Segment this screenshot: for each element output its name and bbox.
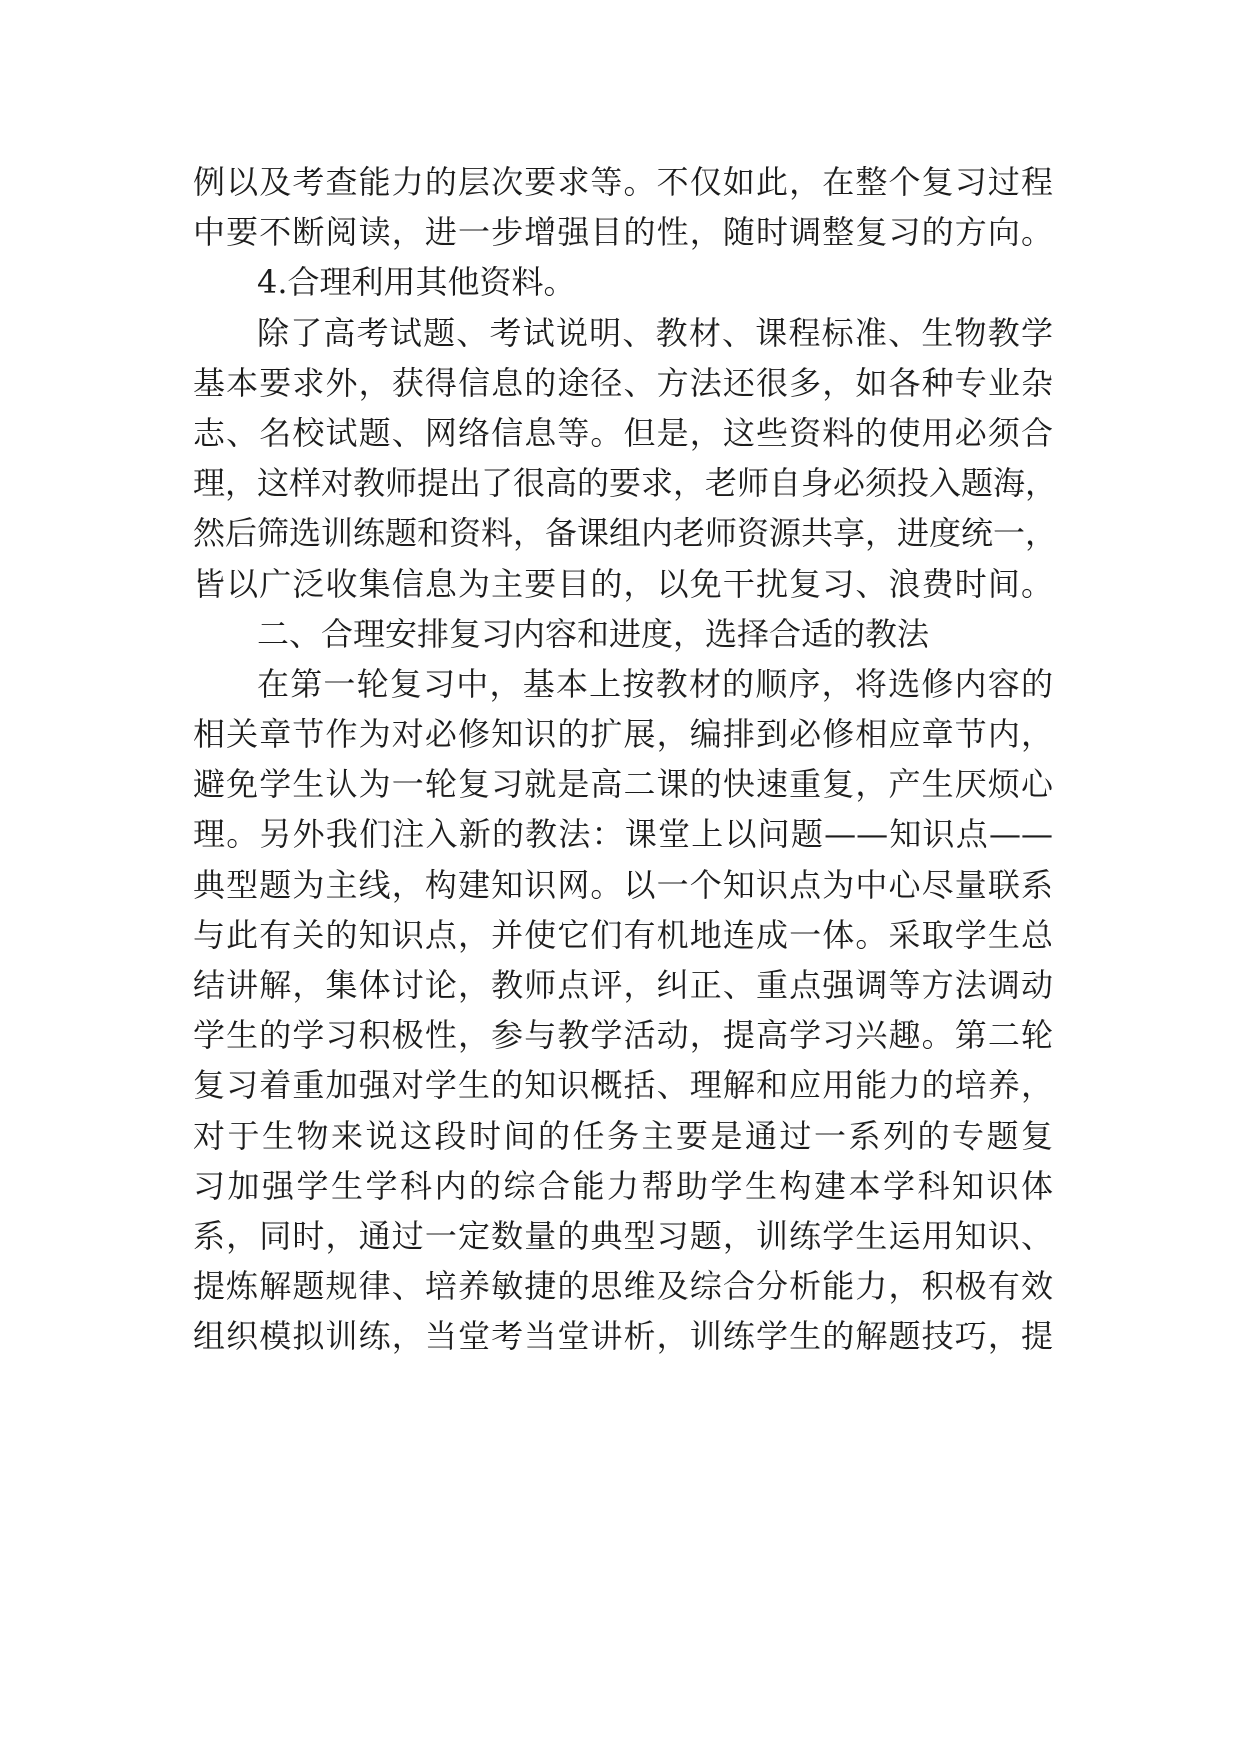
text-line: 与此有关的知识点，并使它们有机地连成一体。采取学生总 — [193, 915, 1053, 954]
text-line: 典型题为主线，构建知识网。以一个知识点为中心尽量联系 — [193, 865, 1053, 904]
text-line: 提炼解题规律、培养敏捷的思维及综合分析能力，积极有效 — [193, 1267, 1053, 1306]
text-line: 系，同时，通过一定数量的典型习题，训练学生运用知识、 — [193, 1216, 1053, 1255]
text-line: 避免学生认为一轮复习就是高二课的快速重复，产生厌烦心 — [193, 765, 1053, 804]
text-line: 然后筛选训练题和资料，备课组内老师资源共享，进度统一， — [193, 514, 1058, 553]
text-line: 除了高考试题、考试说明、教材、课程标准、生物教学 — [257, 313, 1053, 352]
text-line: 理，这样对教师提出了很高的要求，老师自身必须投入题海， — [193, 464, 1058, 503]
text-line: 结讲解，集体讨论，教师点评，纠正、重点强调等方法调动 — [193, 966, 1053, 1004]
text-line: 习加强学生学科内的综合能力帮助学生构建本学科知识体 — [193, 1166, 1053, 1205]
text-line: 基本要求外，获得信息的途径、方法还很多，如各种专业杂 — [193, 363, 1053, 402]
text-line: 在第一轮复习中，基本上按教材的顺序，将选修内容的 — [257, 664, 1053, 703]
text-line: 例以及考查能力的层次要求等。不仅如此，在整个复习过程 — [193, 163, 1053, 201]
text-line: 中要不断阅读，进一步增强目的性，随时调整复习的方向。 — [193, 213, 1053, 252]
text-line: 皆以广泛收集信息为主要目的，以免干扰复习、浪费时间。 — [193, 564, 1053, 603]
body-text — [193, 157, 1058, 1362]
text-line: 二、合理安排复习内容和进度，选择合适的教法 — [257, 614, 930, 653]
text-line: 志、名校试题、网络信息等。但是，这些资料的使用必须合 — [193, 413, 1053, 452]
text-line: 理。另外我们注入新的教法：课堂上以问题——知识点—— — [193, 815, 1053, 854]
text-line: 学生的学习积极性，参与教学活动，提高学习兴趣。第二轮 — [193, 1016, 1053, 1055]
text-line: 对于生物来说这段时间的任务主要是通过一系列的专题复 — [193, 1116, 1053, 1155]
text-line: 复习着重加强对学生的知识概括、理解和应用能力的培养， — [193, 1066, 1053, 1105]
text-line: 4.合理利用其他资料。 — [257, 263, 576, 302]
text-line: 相关章节作为对必修知识的扩展，编排到必修相应章节内， — [193, 715, 1053, 754]
text-line: 组织模拟训练，当堂考当堂讲析，训练学生的解题技巧，提 — [193, 1317, 1053, 1356]
